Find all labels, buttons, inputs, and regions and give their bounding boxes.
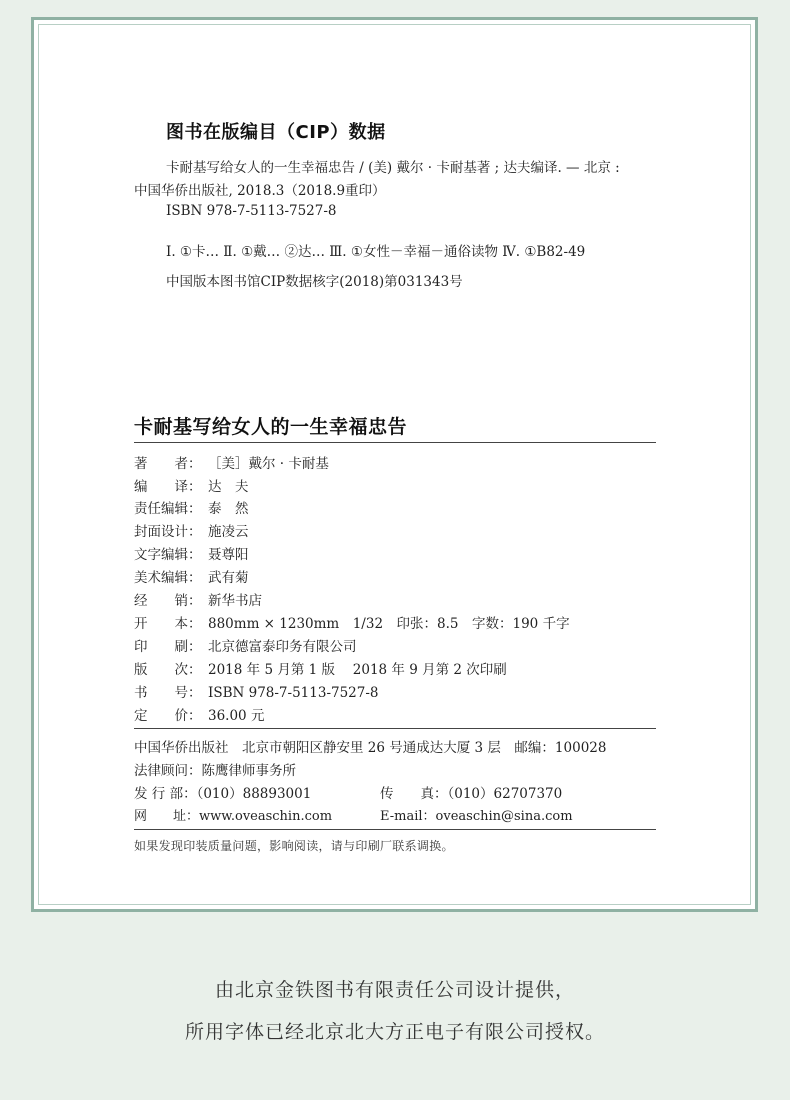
field-value: 施凌云 [208, 524, 249, 540]
field-label: 经 销： [134, 593, 202, 609]
web-value: www.oveaschin.com [199, 809, 333, 824]
divider-bottom [134, 829, 656, 830]
field-value: ［美］戴尔 · 卡耐基 [208, 456, 329, 472]
email-group [380, 805, 573, 824]
field-value: 新华书店 [208, 593, 262, 609]
field-editor [134, 497, 249, 517]
field-value: 2018 年 5 月第 1 版 2018 年 9 月第 2 次印刷 [208, 662, 507, 678]
field-author [134, 452, 329, 472]
field-art-editor [134, 566, 249, 586]
field-label: 著 者： [134, 456, 202, 472]
field-edition [134, 658, 507, 678]
divider-middle [134, 728, 656, 729]
quality-notice: 如果发现印装质量问题，影响阅读，请与印刷厂联系调换。 [134, 839, 454, 853]
cip-title: 图书在版编目（CIP）数据 [166, 122, 386, 143]
field-label: 书 号： [134, 685, 202, 701]
legal-value: 陈鹰律师事务所 [201, 763, 296, 779]
fax-value: （010）62707370 [447, 786, 563, 802]
credit-line-2: 所用字体已经北京北大方正电子有限公司授权。 [184, 1021, 605, 1043]
field-cover-design [134, 520, 249, 540]
field-value: 北京德富泰印务有限公司 [208, 639, 357, 655]
field-label: 印 刷： [134, 639, 202, 655]
fax-group [380, 782, 562, 802]
field-label: 编 译： [134, 479, 202, 495]
publisher-phone-row [134, 782, 656, 802]
fax-label: 传 真： [380, 786, 448, 802]
cip-record-number: 中国版本图书馆CIP数据核字(2018)第031343号 [166, 274, 463, 290]
field-value: 达 夫 [208, 479, 249, 495]
field-distributor [134, 589, 262, 609]
field-value: ISBN 978-7-5113-7527-8 [208, 685, 379, 701]
field-value: 泰 然 [208, 501, 249, 517]
field-translator [134, 475, 249, 495]
email-label: E-mail： [380, 809, 436, 824]
sales-value: （010）88893001 [196, 786, 312, 802]
field-printer [134, 635, 357, 655]
cip-line-1: 卡耐基写给女人的一生幸福忠告 / (美) 戴尔 · 卡耐基著 ; 达夫编译. — 北京 : [166, 160, 620, 176]
field-value: 聂尊阳 [208, 547, 249, 563]
field-isbn [134, 681, 379, 701]
email-value: oveaschin@sina.com [435, 809, 573, 824]
field-label: 封面设计： [134, 524, 202, 540]
legal-label: 法律顾问： [134, 763, 202, 779]
field-label: 开 本： [134, 616, 202, 632]
publisher-legal [134, 759, 296, 779]
field-label: 责任编辑： [134, 501, 202, 517]
publisher-web-row [134, 805, 656, 824]
web-label: 网 址： [134, 809, 200, 824]
cip-line-2: 中国华侨出版社, 2018.3（2018.9重印） [134, 183, 386, 199]
cip-isbn: ISBN 978-7-5113-7527-8 [166, 203, 337, 219]
cip-classification: Ⅰ. ①卡… Ⅱ. ①戴… ②达… Ⅲ. ①女性－幸福－通俗读物 Ⅳ. ①B82-49 [166, 244, 586, 260]
field-value: 36.00 元 [208, 708, 265, 724]
divider-top [134, 442, 656, 443]
field-label: 版 次： [134, 662, 202, 678]
publisher-address: 中国华侨出版社 北京市朝阳区静安里 26 号通成达大厦 3 层 邮编：100028 [134, 740, 607, 756]
credit-line-1: 由北京金铁图书有限责任公司设计提供， [214, 979, 575, 1001]
field-price [134, 704, 264, 724]
field-label: 文字编辑： [134, 547, 202, 563]
field-label: 美术编辑： [134, 570, 202, 586]
sales-label: 发 行 部： [134, 786, 197, 802]
field-label: 定 价： [134, 708, 202, 724]
field-text-editor [134, 543, 249, 563]
field-format [134, 612, 570, 632]
field-value: 880mm × 1230mm 1/32 印张：8.5 字数：190 千字 [208, 616, 570, 632]
book-title: 卡耐基写给女人的一生幸福忠告 [134, 416, 408, 438]
field-value: 武有菊 [208, 570, 249, 586]
